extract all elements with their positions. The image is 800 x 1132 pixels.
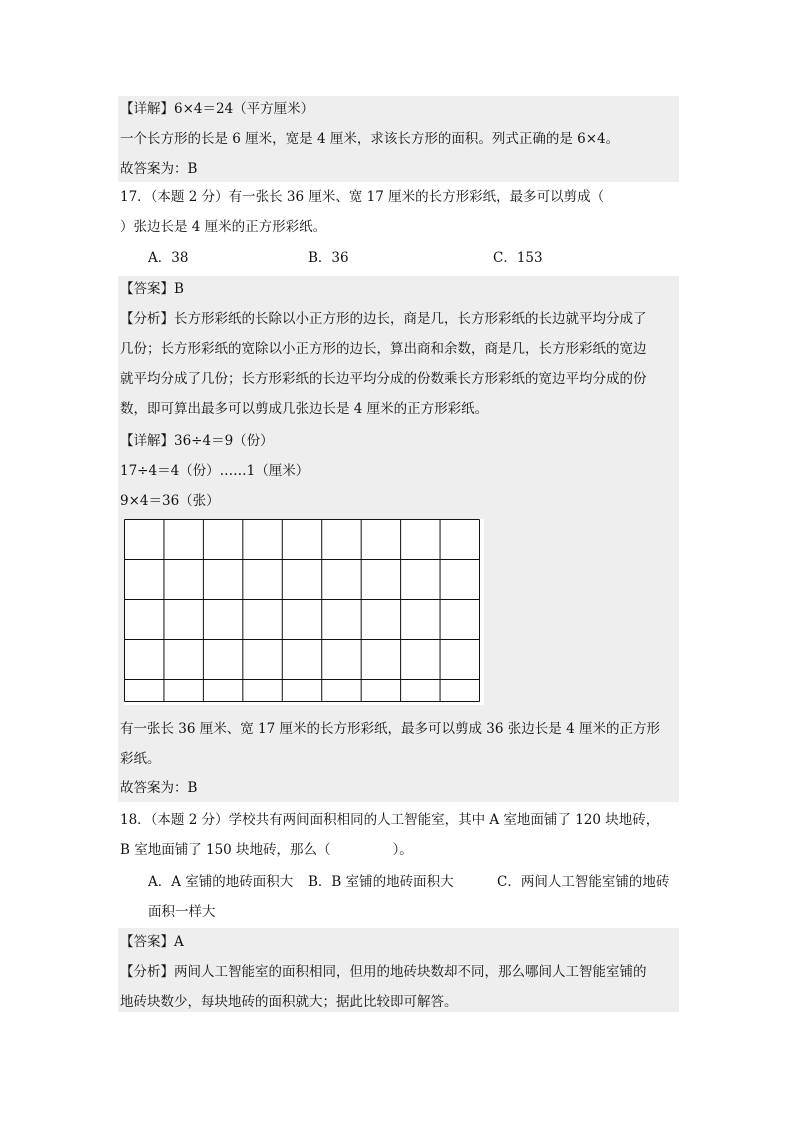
cutting-grid-figure <box>124 519 484 705</box>
q17-stem-line1: 17．（本题 2 分）有一张长 36 厘米、宽 17 厘米的长方形彩纸，最多可以剪成（ <box>120 189 605 205</box>
q17-summary-line1: 有一张长 36 厘米、宽 17 厘米的长方形彩纸，最多可以剪成 36 张边长是 4 厘米的正方形 <box>120 721 660 737</box>
q18-analysis-line1: 【分析】两间人工智能室的面积相同，但用的地砖块数却不同，那么哪间人工智能室铺的 <box>120 964 647 980</box>
q18-stem-line2 <box>120 841 413 859</box>
q16-conclusion: 故答案为：B <box>120 161 198 177</box>
q17-stem-line2: ）张边长是 4 厘米的正方形彩纸。 <box>120 219 327 235</box>
q17-answer: 【答案】B <box>120 281 184 297</box>
q18-stem-line1: 18．（本题 2 分）学校共有两间面积相同的人工智能室，其中 A 室地面铺了 120 块地砖， <box>120 812 660 828</box>
q16-detail: 【详解】6×4＝24（平方厘米） <box>120 101 315 117</box>
q17-analysis-line2: 几份；长方形彩纸的宽除以小正方形的边长，算出商和余数，商是几，长方形彩纸的宽边 <box>120 341 647 357</box>
q17-option-a: A．38 <box>148 250 189 266</box>
q17-option-b: B．36 <box>308 250 349 266</box>
q18-answer: 【答案】A <box>120 934 184 950</box>
q17-analysis-line1: 【分析】长方形彩纸的长除以小正方形的边长，商是几，长方形彩纸的长边就平均分成了 <box>120 311 647 327</box>
q17-conclusion: 故答案为：B <box>120 780 198 796</box>
grid-background <box>124 519 484 705</box>
q18-analysis-line2: 地砖块数少，每块地砖的面积就大；据此比较即可解答。 <box>120 994 458 1010</box>
q17-detail-line3: 9×4＝36（张） <box>120 493 220 509</box>
q18-option-b: B．B 室铺的地砖面积大 <box>308 874 454 890</box>
q17-analysis-line3: 就平均分成了几份；长方形彩纸的长边平均分成的份数乘长方形彩纸的宽边平均分成的份 <box>120 371 647 387</box>
q17-summary-line2: 彩纸。 <box>120 751 161 767</box>
q18-option-c-cont: 面积一样大 <box>148 904 216 920</box>
q18-option-a: A．A 室铺的地砖面积大 <box>148 874 294 890</box>
q17-analysis-line4: 数，即可算出最多可以剪成几张边长是 4 厘米的正方形彩纸。 <box>120 401 489 417</box>
q17-detail-line1: 【详解】36÷4＝9（份） <box>120 433 274 449</box>
q18-option-c: C．两间人工智能室铺的地砖 <box>497 874 670 890</box>
q18-stem-line2-text: B 室地面铺了 150 块地砖，那么（ <box>120 842 331 858</box>
q17-detail-line2: 17÷4＝4（份）……1（厘米） <box>120 463 310 479</box>
q16-explain: 一个长方形的长是 6 厘米，宽是 4 厘米，求该长方形的面积。列式正确的是 6×4。 <box>120 131 620 147</box>
q18-stem-line2-end: ）。 <box>392 842 413 858</box>
q17-option-c: C．153 <box>493 250 543 266</box>
